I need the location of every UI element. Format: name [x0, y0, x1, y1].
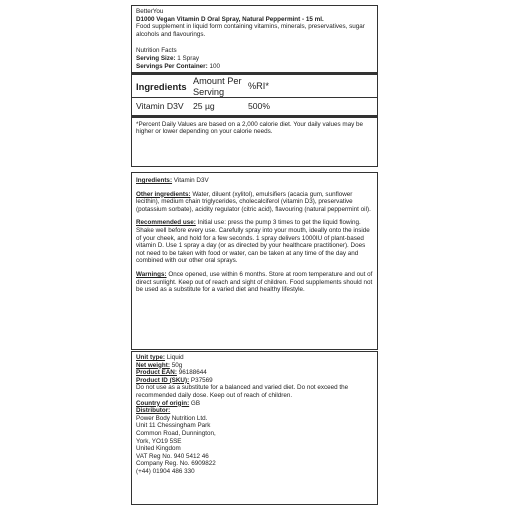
- warnings-label: Warnings:: [136, 270, 167, 278]
- unit-type-value: Liquid: [166, 354, 184, 361]
- warnings-value: Once opened, use within 6 months. Store at room temperature and out of direct sunlight. Keep out of reach and sight of children. Food supplements should not be used as a substitute for a varied diet and healthy lifestyle.: [136, 270, 373, 294]
- other-ingredients-value: Water, diluent (xylitol), emulsifiers (acacia gum, sunflower lecithin), medium chain triglycerides, cholecalciferol (vitamin D3), preservative (potassium sorbate), acidity regulator (citric acid), flavouring (natural peppermint oil).: [136, 190, 371, 213]
- nutrition-facts-panel: [131, 5, 378, 167]
- brand-name: BetterYou: [136, 8, 164, 15]
- country-of-origin-value: GB: [190, 399, 201, 407]
- col-ingredients: Ingredients: [136, 81, 187, 93]
- ingredients-panel: [131, 172, 378, 350]
- product-id-label: Product ID (SKU):: [136, 376, 190, 384]
- serving-size-value: 1 Spray: [177, 54, 199, 62]
- recommended-use-value: Initial use: press the pump 3 times to get the liquid flowing. Shake well before every use. Carefully spray into your mouth, ideally onto the inside of your cheek, and hold for a few seconds. 1 spray delivers 1000IU of plant-based vitamin D. Use 1 spray a day (or as directed by your healthcare practitioner). Does not need to be taken with food or water, can be taken at any time of the day and combined with our other oral sprays.: [136, 219, 370, 265]
- address-line: Common Road, Dunnington,: [136, 429, 216, 437]
- servings-label: Servings Per Container:: [136, 62, 208, 70]
- nutrition-footnote: *Percent Daily Values are based on a 2,000 calorie diet. Your daily values may be higher or lower depending on your calorie needs.: [136, 120, 364, 136]
- address-line: Unit 11 Chessingham Park: [136, 422, 211, 430]
- product-title: D1000 Vegan Vitamin D Oral Spray, Natural Peppermint - 15 ml.: [136, 15, 324, 23]
- address-line: United Kingdom: [136, 445, 181, 453]
- phone-number: (+44) 01904 486 330: [136, 467, 195, 475]
- ingredients-label: Ingredients:: [136, 177, 173, 184]
- nutrition-table-header: [136, 76, 374, 97]
- distributor-address: [136, 415, 374, 476]
- nutrition-heading: Nutrition Facts: [136, 47, 177, 55]
- country-of-origin-label: Country of origin:: [136, 399, 190, 407]
- address-line: York, YO19 5SE: [136, 437, 182, 445]
- table-row: [136, 98, 374, 114]
- company-number: Company Reg. No. 6909822: [136, 460, 216, 468]
- product-ean-value: 96188644: [178, 369, 207, 377]
- distributor-label: Distributor:: [136, 407, 171, 415]
- usage-advice: Do not use as a substitute for a balanced and varied diet. Do not exceed the recommended daily dose. Keep out of reach of children.: [136, 384, 349, 399]
- recommended-use-label: Recommended use:: [136, 219, 196, 227]
- nutrient-ri: 500%: [248, 101, 270, 112]
- product-info-panel: [131, 351, 378, 505]
- net-weight-value: 50g: [171, 361, 183, 369]
- servings-value: 100: [209, 62, 221, 70]
- product-description: Food supplement in liquid form containing vitamins, minerals, preservatives, sugar alcohols and flavourings.: [136, 23, 365, 38]
- other-ingredients-label: Other ingredients:: [136, 190, 191, 198]
- unit-type-label: Unit type:: [136, 354, 166, 361]
- vat-number: VAT Reg No. 940 5412 46: [136, 452, 209, 460]
- nutrient-name: Vitamin D3V: [136, 101, 184, 112]
- address-line: Power Body Nutrition Ltd.: [136, 414, 208, 422]
- product-id-value: P37569: [190, 376, 213, 384]
- product-ean-label: Product EAN:: [136, 369, 177, 377]
- nutrient-amount: 25 µg: [193, 101, 215, 112]
- ingredients-value: Vitamin D3V: [173, 177, 209, 184]
- col-amount-per-serving: Amount Per Serving: [193, 76, 242, 97]
- serving-size-label: Serving Size:: [136, 54, 176, 62]
- net-weight-label: Net weight:: [136, 361, 170, 369]
- col-ri: %RI*: [248, 81, 269, 92]
